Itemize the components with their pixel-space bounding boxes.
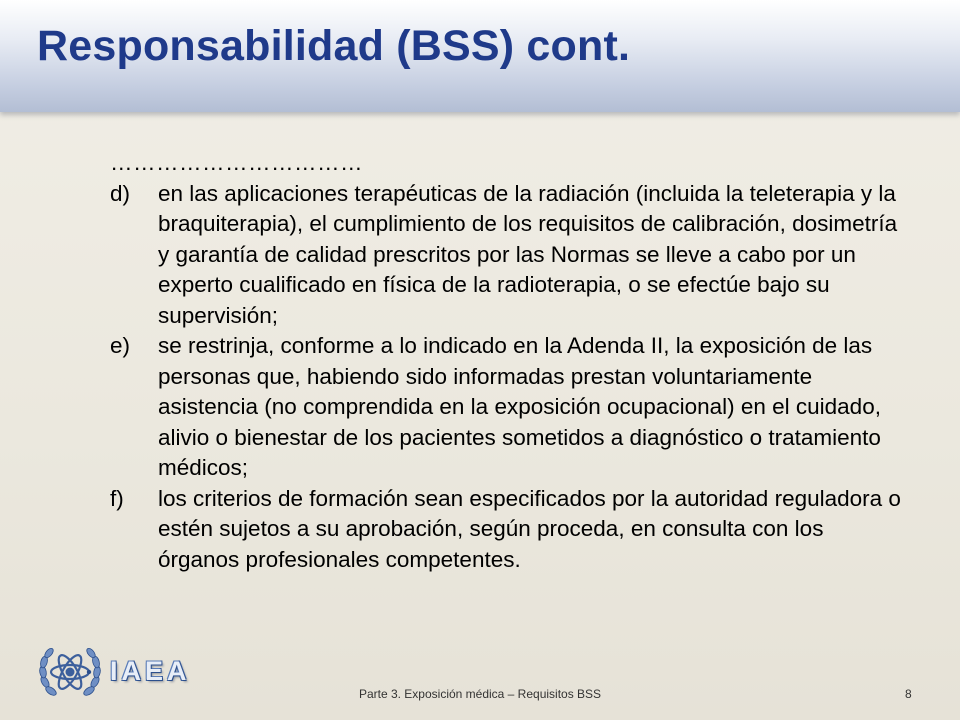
page-number: 8 (905, 687, 912, 701)
slide-body (110, 148, 910, 575)
list-item-d (110, 179, 910, 332)
list-item-text: en las aplicaciones terapéuticas de la radiación (incluida la teleterapia y la braquiterapia), el cumplimiento de los requisitos de calibración, dosimetría y garantía de calidad prescritos por las Normas se lleve a cabo por un experto cualificado en física de la radioterapia, o se efectúe bajo su supervisión; (158, 180, 898, 328)
list-item-text: los criterios de formación sean especificados por la autoridad reguladora o estén sujetos a su aprobación, según proceda, en consulta con los órganos profesionales competentes. (158, 485, 901, 572)
list-item-f (110, 484, 910, 576)
list-marker: f) (110, 485, 124, 511)
ellipsis-line: …………………………… (110, 150, 363, 175)
title-band (0, 0, 960, 112)
list-item-e (110, 331, 910, 484)
list-marker: d) (110, 180, 131, 206)
iaea-logo-text: IAEA (110, 656, 191, 686)
footer-caption: Parte 3. Exposición médica – Requisitos BSS (358, 687, 602, 701)
list-marker: e) (110, 333, 131, 358)
list-item-text: se restrinja, conforme a lo indicado en la Adenda II, la exposición de las personas que, habiendo sido informadas prestan voluntariamente asistencia (no comprendida en la exposición ocupacional) en el cuidado, alivio o bienestar de los pacientes sometidos a diagnóstico o tratamiento médicos; (158, 333, 881, 480)
slide-title: Responsabilidad (BSS) cont. (37, 22, 631, 70)
